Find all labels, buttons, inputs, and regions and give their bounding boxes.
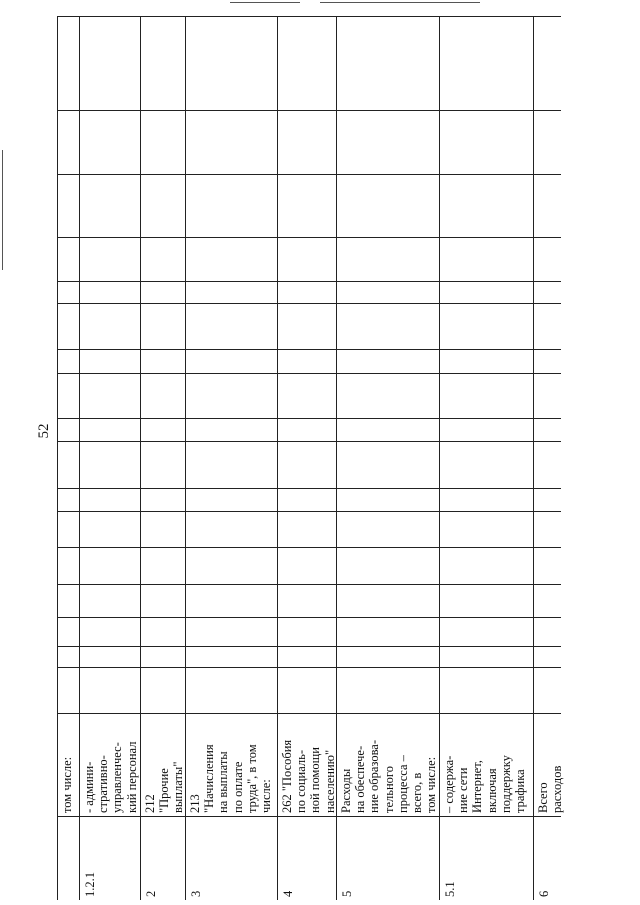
row-label: [280, 716, 337, 813]
row-label-line: Расходы: [339, 768, 353, 813]
row-label-line: 262 "Пособия: [280, 739, 294, 813]
row-label: [339, 716, 438, 813]
row-number-text: 2: [144, 890, 158, 897]
row-number-text: 5.1: [443, 881, 457, 897]
row-label-line: ной помощи: [308, 747, 323, 813]
row-label-line: стративно-: [96, 755, 111, 813]
row-label-line: процесса –: [395, 755, 410, 813]
row-label-line: том числе:: [424, 756, 439, 813]
row-label-line: – содержа-: [442, 755, 456, 813]
row-label-line: по социаль-: [294, 749, 309, 813]
row-label-line: - админи-: [82, 761, 96, 813]
row-label-line: расходов: [550, 765, 565, 813]
row-number-text: 3: [189, 890, 203, 897]
row-label: [188, 716, 273, 813]
row-number-text: 6: [537, 890, 551, 897]
row-label-line: ние сети: [456, 767, 471, 813]
row-label: [60, 716, 74, 813]
scan-edge-line-top: [230, 2, 300, 3]
row-number: [281, 819, 295, 897]
row-label-line: на выплаты: [216, 751, 231, 813]
row-label-line: управленчес-: [110, 742, 125, 813]
scan-edge-line-top-2: [320, 2, 480, 3]
row-number: [189, 819, 203, 897]
row-label-line: включая: [484, 768, 499, 813]
row-number: [83, 819, 97, 897]
row-number-text: 5: [340, 890, 354, 897]
row-number: [537, 819, 551, 897]
row-label-line: поддержку: [498, 755, 513, 813]
page-number: 52: [36, 423, 52, 439]
row-label: [536, 716, 564, 813]
row-label-line: 213: [188, 794, 202, 813]
row-number-text: 4: [281, 890, 295, 897]
row-label-line: числе:: [259, 779, 274, 813]
scan-edge-line-left: [2, 150, 3, 270]
row-number-text: 1.2.1: [83, 872, 97, 897]
row-label-line: всего, в: [410, 772, 425, 813]
row-label-line: том числе:: [60, 756, 74, 813]
row-label-line: "Начисления: [202, 744, 217, 813]
row-label-line: труда", в том: [244, 744, 259, 813]
row-label-line: кий персонал: [124, 741, 139, 813]
row-label-line: по оплате: [230, 761, 245, 813]
row-label-line: населению": [322, 749, 337, 813]
row-number: [144, 819, 158, 897]
row-number: [443, 819, 457, 897]
row-label-line: 212: [143, 794, 157, 813]
row-label: [143, 716, 186, 813]
row-label-line: тельного: [381, 766, 396, 813]
row-label-line: на обеспече-: [353, 745, 368, 813]
row-label-line: трафика: [513, 769, 528, 813]
row-label: [442, 716, 527, 813]
row-label-line: "Прочие: [157, 768, 172, 813]
row-label-line: Интернет,: [470, 760, 485, 813]
row-label: [82, 716, 139, 813]
row-label-line: ние образова-: [367, 739, 382, 813]
expense-table: [57, 16, 565, 900]
row-label-line: выплаты": [171, 761, 186, 813]
row-number: [340, 819, 354, 897]
row-label-line: Всего: [536, 782, 550, 813]
